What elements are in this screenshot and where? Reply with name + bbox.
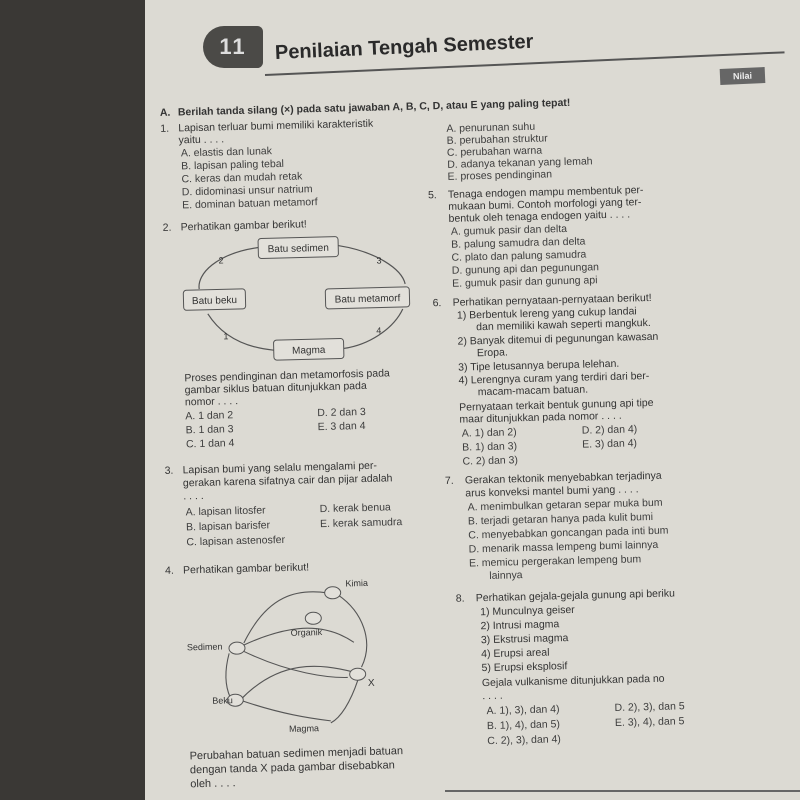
q3-line3: . . . .	[183, 489, 204, 503]
q5-option-a[interactable]: A. gumuk pasir dan delta	[450, 222, 568, 238]
q2-option-e[interactable]: E. 3 dan 4	[317, 419, 366, 434]
magma-label: Magma	[288, 723, 320, 734]
q1-option-c[interactable]: C. keras dan mudah retak	[181, 170, 303, 186]
footer-rule	[445, 790, 800, 792]
q5-option-c[interactable]: C. plato dan palung samudra	[451, 248, 587, 264]
q6-statement-1b: dan memiliki kawah seperti mangkuk.	[476, 316, 651, 334]
q7-option-e-cont: lainnya	[489, 569, 523, 582]
kimia-label: Kimia	[345, 577, 369, 589]
q7-option-d[interactable]: D. menarik massa lempeng bumi lainnya	[468, 538, 659, 556]
q5-line1: Tenaga endogen mampu membentuk per-	[447, 184, 644, 201]
q8-item-2: 2) Intrusi magma	[480, 618, 560, 633]
q4-line2: dengan tanda X pada gambar disebabkan	[189, 759, 395, 777]
q6-statement-4a: 4) Lerengnya curam yang terdiri dari ber-	[458, 370, 650, 387]
q8-option-c[interactable]: C. 2), 3), dan 4)	[487, 733, 562, 748]
q4-line3: oleh . . . .	[190, 777, 236, 791]
q6-statement-2b: Eropa.	[476, 346, 508, 360]
q8-stem: Perhatikan gejala-gejala gunung api beriku	[475, 587, 676, 605]
page-title: Penilaian Tengah Semester	[274, 30, 534, 64]
q2-number: 2.	[162, 221, 172, 234]
label-3: 3	[376, 255, 382, 266]
node-top-label: Batu sedimen	[267, 242, 329, 256]
q8-item-1: 1) Munculnya geiser	[480, 603, 575, 619]
node-bottom-label: Magma	[291, 344, 326, 357]
x-label: X	[367, 677, 375, 689]
exam-content	[145, 0, 800, 800]
q2-option-c[interactable]: C. 1 dan 4	[185, 437, 235, 451]
q6-number: 6.	[432, 297, 442, 310]
q7-line2: arus konveksi mantel bumi yang . . . .	[465, 483, 639, 500]
q1-number: 1.	[160, 122, 170, 135]
q7-option-a[interactable]: A. menimbulkan getaran separ muka bum	[467, 496, 663, 514]
nilai-label: Nilai	[720, 67, 766, 85]
q3-line2: gerakan karena sifatnya cair dan pijar adalah	[182, 472, 393, 490]
prev-option-e[interactable]: E. proses pendinginan	[447, 168, 553, 183]
q1-option-e[interactable]: E. dominan batuan metamorf	[182, 196, 318, 212]
q8-option-e[interactable]: E. 3), 4), dan 5	[614, 715, 685, 729]
q2-option-d[interactable]: D. 2 dan 3	[317, 405, 366, 420]
prev-option-b[interactable]: B. perubahan struktur	[446, 132, 548, 147]
q8-option-d[interactable]: D. 2), 3), dan 5	[614, 700, 685, 714]
q5-option-b[interactable]: B. palung samudra dan delta	[451, 235, 586, 251]
q7-option-b[interactable]: B. terjadi getaran hanya pada kulit bumi	[467, 510, 654, 528]
q8-item-3: 3) Ekstrusi magma	[480, 632, 569, 647]
q5-number: 5.	[427, 189, 437, 202]
q5-option-e[interactable]: E. gumuk pasir dan gunung api	[452, 274, 598, 290]
q8-q-line2: . . . .	[482, 689, 503, 703]
q2-line2: gambar siklus batuan ditunjukkan pada	[184, 379, 367, 397]
q2-line1: Proses pendinginan dan metamorfosis pada	[184, 367, 390, 385]
worksheet-page	[145, 0, 800, 800]
q8-item-5: 5) Erupsi eksplosif	[481, 660, 568, 675]
q6-option-b[interactable]: B. 1) dan 3)	[462, 440, 518, 454]
q3-number: 3.	[164, 464, 174, 477]
q4-stem: Perhatikan gambar berikut!	[182, 561, 310, 577]
q8-option-a[interactable]: A. 1), 3), dan 4)	[486, 703, 560, 718]
rock-cycle-diagram	[176, 229, 419, 370]
q6-option-a[interactable]: A. 1) dan 2)	[461, 426, 517, 440]
beku-label: Beku	[212, 695, 233, 706]
q6-statement-1a: 1) Berbentuk lereng yang cukup landai	[456, 305, 637, 322]
q2-line3: nomor . . . .	[184, 395, 239, 409]
q3-option-c[interactable]: C. lapisan astenosfer	[186, 533, 286, 549]
q5-line3: bentuk oleh tenaga endogen yaitu . . . .	[448, 208, 631, 225]
q2-stem: Perhatikan gambar berikut!	[180, 218, 307, 234]
q8-item-4: 4) Erupsi areal	[481, 646, 550, 661]
prev-option-d[interactable]: D. adanya tekanan yang lemah	[447, 155, 593, 171]
q5-option-d[interactable]: D. gunung api dan pegunungan	[451, 261, 600, 277]
q3-option-b[interactable]: B. lapisan barisfer	[185, 519, 271, 534]
q1-line1: Lapisan terluar bumi memiliki karakteristik	[178, 117, 374, 135]
q4-line1: Perubahan batuan sedimen menjadi batuan	[189, 745, 404, 763]
q6-q-line1: Pernyataan terkait bentuk gunung api tipe	[459, 396, 654, 414]
q6-option-c[interactable]: C. 2) dan 3)	[462, 454, 519, 468]
label-2: 2	[218, 255, 224, 266]
section-letter: A.	[159, 106, 171, 119]
arrow-2	[198, 248, 259, 289]
q7-option-c[interactable]: C. menyebabkan goncangan pada inti bum	[468, 524, 669, 542]
q1-option-d[interactable]: D. didominasi unsur natrium	[181, 183, 313, 199]
q6-stem: Perhatikan pernyataan-pernyataan berikut!	[452, 291, 652, 309]
q1-option-a[interactable]: A. elastis dan lunak	[180, 145, 273, 160]
chapter-badge: 11	[203, 26, 263, 68]
q2-option-b[interactable]: B. 1 dan 3	[185, 423, 234, 437]
label-1: 1	[223, 331, 229, 342]
q1-option-b[interactable]: B. lapisan paling tebal	[181, 157, 285, 173]
label-4: 4	[376, 325, 382, 336]
section-instruction: Berilah tanda silang (×) pada satu jawaban A, B, C, D, atau E yang paling tepat!	[177, 96, 571, 119]
q3-option-d[interactable]: D. kerak benua	[319, 501, 391, 516]
q7-line1: Gerakan tektonik menyebabkan terjadinya	[464, 469, 662, 487]
q3-line1: Lapisan bumi yang selalu mengalami per-	[182, 459, 378, 477]
organik-label: Organik	[290, 627, 323, 638]
q8-q-line1: Gejala vulkanisme ditunjukkan pada no	[481, 672, 665, 690]
q3-option-e[interactable]: E. kerak samudra	[319, 516, 403, 531]
sedimen-label: Sedimen	[186, 641, 223, 653]
arrow-4	[343, 309, 404, 348]
q8-number: 8.	[455, 592, 465, 605]
arrow-3	[338, 244, 405, 286]
q6-statement-3: 3) Tipe letusannya berupa lelehan.	[458, 357, 620, 374]
prev-option-c[interactable]: C. perubahan warna	[446, 144, 543, 159]
arrow-1	[208, 312, 274, 352]
q8-option-b[interactable]: B. 1), 4), dan 5)	[486, 718, 561, 733]
q7-option-e[interactable]: E. memicu pergerakan lempeng bum	[468, 553, 642, 570]
q6-option-d[interactable]: D. 2) dan 4)	[581, 423, 638, 437]
q4-number: 4.	[164, 564, 175, 577]
node-right-label: Batu metamorf	[334, 293, 401, 306]
q6-option-e[interactable]: E. 3) dan 4)	[581, 437, 638, 451]
node-left-label: Batu beku	[191, 295, 238, 308]
q5-line2: mukaan bumi. Contoh morfologi yang ter-	[448, 196, 642, 213]
prev-option-a[interactable]: A. penurunan suhu	[446, 120, 536, 135]
q6-statement-2a: 2) Banyak ditemui di pegunungan kawasan	[457, 330, 659, 348]
q3-option-a[interactable]: A. lapisan litosfer	[185, 504, 266, 519]
rock-transformation-diagram	[177, 572, 381, 737]
q1-line2: yaitu . . . .	[178, 133, 225, 147]
q2-option-a[interactable]: A. 1 dan 2	[185, 409, 234, 423]
q6-q-line2: maar ditunjukkan pada nomor . . . .	[459, 409, 622, 426]
q7-number: 7.	[444, 474, 454, 488]
q6-statement-4b: macam-macam batuan.	[477, 383, 589, 399]
